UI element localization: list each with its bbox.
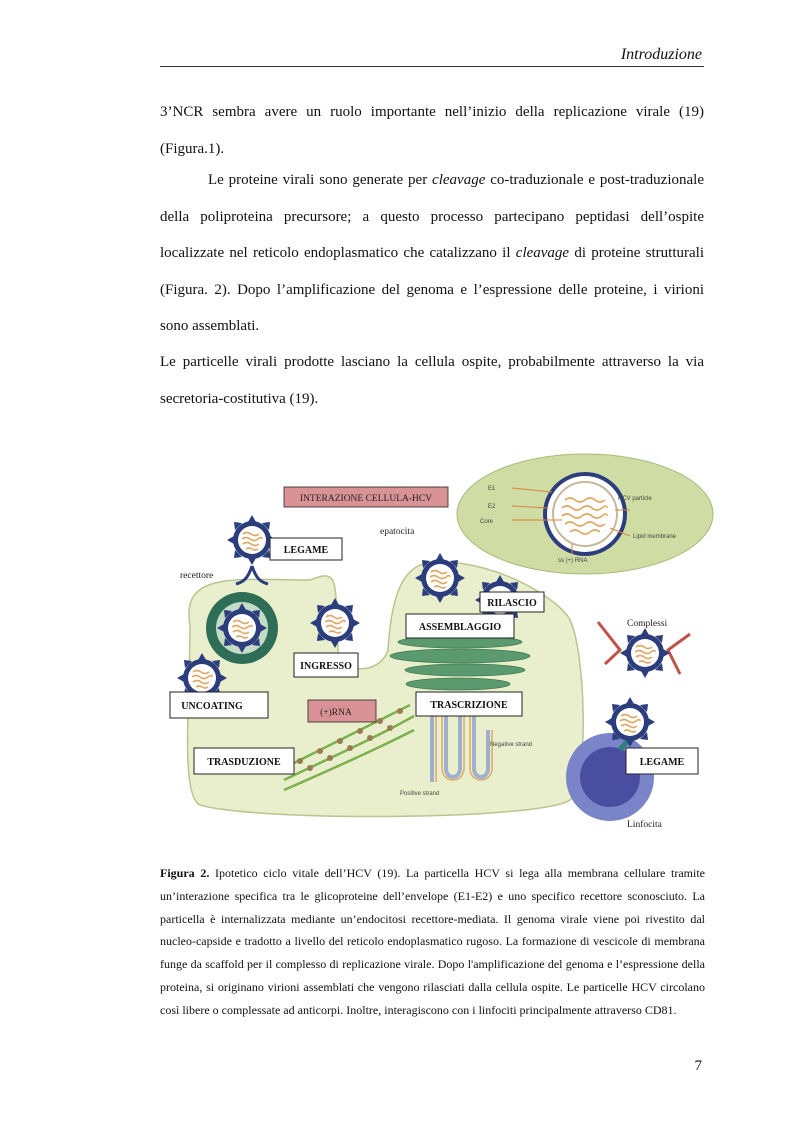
inset-core-label: Core: [480, 519, 494, 525]
recettore-label: recettore: [180, 571, 214, 581]
assemblaggio-label: ASSEMBLAGGIO: [418, 622, 502, 633]
page-number: 7: [694, 1058, 702, 1074]
epatocita-label: epatocita: [380, 527, 415, 537]
legame-left-label: LEGAME: [283, 545, 329, 556]
legame-right-label: LEGAME: [639, 757, 685, 768]
virion-assembly-icon: [415, 553, 465, 603]
virion-ingresso-icon: [310, 598, 360, 648]
header-rule: [160, 66, 704, 67]
virion-lymphocyte-icon: [605, 697, 655, 747]
linfocita-label: Linfocita: [627, 820, 662, 830]
inset-e1-label: E1: [488, 486, 496, 492]
virion-complex-icon: [620, 628, 670, 678]
trasduzione-label: TRASDUZIONE: [207, 757, 281, 768]
trascrizione-label: TRASCRIZIONE: [430, 700, 508, 711]
inset-hcv-particle-label: HCV particle: [618, 496, 652, 502]
virion-endosome-icon: [217, 603, 267, 653]
ingresso-label: INGRESSO: [300, 661, 352, 672]
inset-lipid-membrane-label: Lipid membrane: [633, 534, 677, 540]
uncoating-label: UNCOATING: [181, 701, 243, 712]
caption-label: Figura 2.: [160, 866, 210, 880]
cleavage-term-1: cleavage: [432, 172, 486, 188]
figure-caption: Figura 2. Ipotetico ciclo vitale dell’HCV (19). La particella HCV si lega alla membrana cellulare tramite un’interazione specifica tra le glicoproteine dell’envelope (E1-E2) e uno specifico recettore sconosciuto. La particella è internalizzata mediante un’endocitosi recettore-mediata. Il genoma virale viene poi rivestito dal nucleo-capside e tradotto a livello del reticolo endoplasmatico rugoso. La formazione di vescicole di membrana funge da scaffold per il complesso di replicazione virale. Dopo l'amplificazione del genoma e l’espressione della proteina, si originano virioni assemblati che vengono rilasciati dalla cellula ospite. Le particelle HCV circolano così libere o complessate ad anticorpi. Inoltre, interagiscono con i linfociti principalmente attraverso CD81.: [160, 866, 705, 1017]
paragraph-1: 3’NCR sembra avere un ruolo importante nell’inizio della replicazione virale (19) (Figura.1).: [160, 104, 704, 157]
rilascio-label: RILASCIO: [487, 598, 537, 609]
negative-strand-label: Negative strand: [490, 742, 533, 748]
paragraph-3: Le particelle virali prodotte lasciano la cellula ospite, probabilmente attraverso la via secretoria-costitutiva (19).: [160, 354, 704, 407]
inset-ss-rna-label: ss (+) RNA: [558, 558, 588, 564]
cleavage-term-2: cleavage: [515, 245, 570, 261]
header-section-title: Introduzione: [620, 46, 702, 63]
title-box-label: INTERAZIONE CELLULA-HCV: [299, 494, 433, 504]
positive-strand-label: Positive strand: [400, 791, 440, 797]
paragraph-2: Le proteine virali sono generate per cleavage co-traduzionale e post-traduzionale della poliproteina precursore; a questo processo partecipano peptidasi dell’ospite localizzate nel reticolo endoplasmatico che catalizzano il cleavage di proteine strutturali (Figura. 2). Dopo l’amplificazione del genoma e l’espressione delle proteine, i virioni sono assemblati.: [160, 172, 704, 334]
complessi-label: Complessi: [627, 619, 668, 629]
hcv-life-cycle-figure: [160, 450, 720, 850]
inset-e2-label: E2: [488, 504, 496, 510]
rna-label: (+)RNA: [320, 708, 352, 718]
